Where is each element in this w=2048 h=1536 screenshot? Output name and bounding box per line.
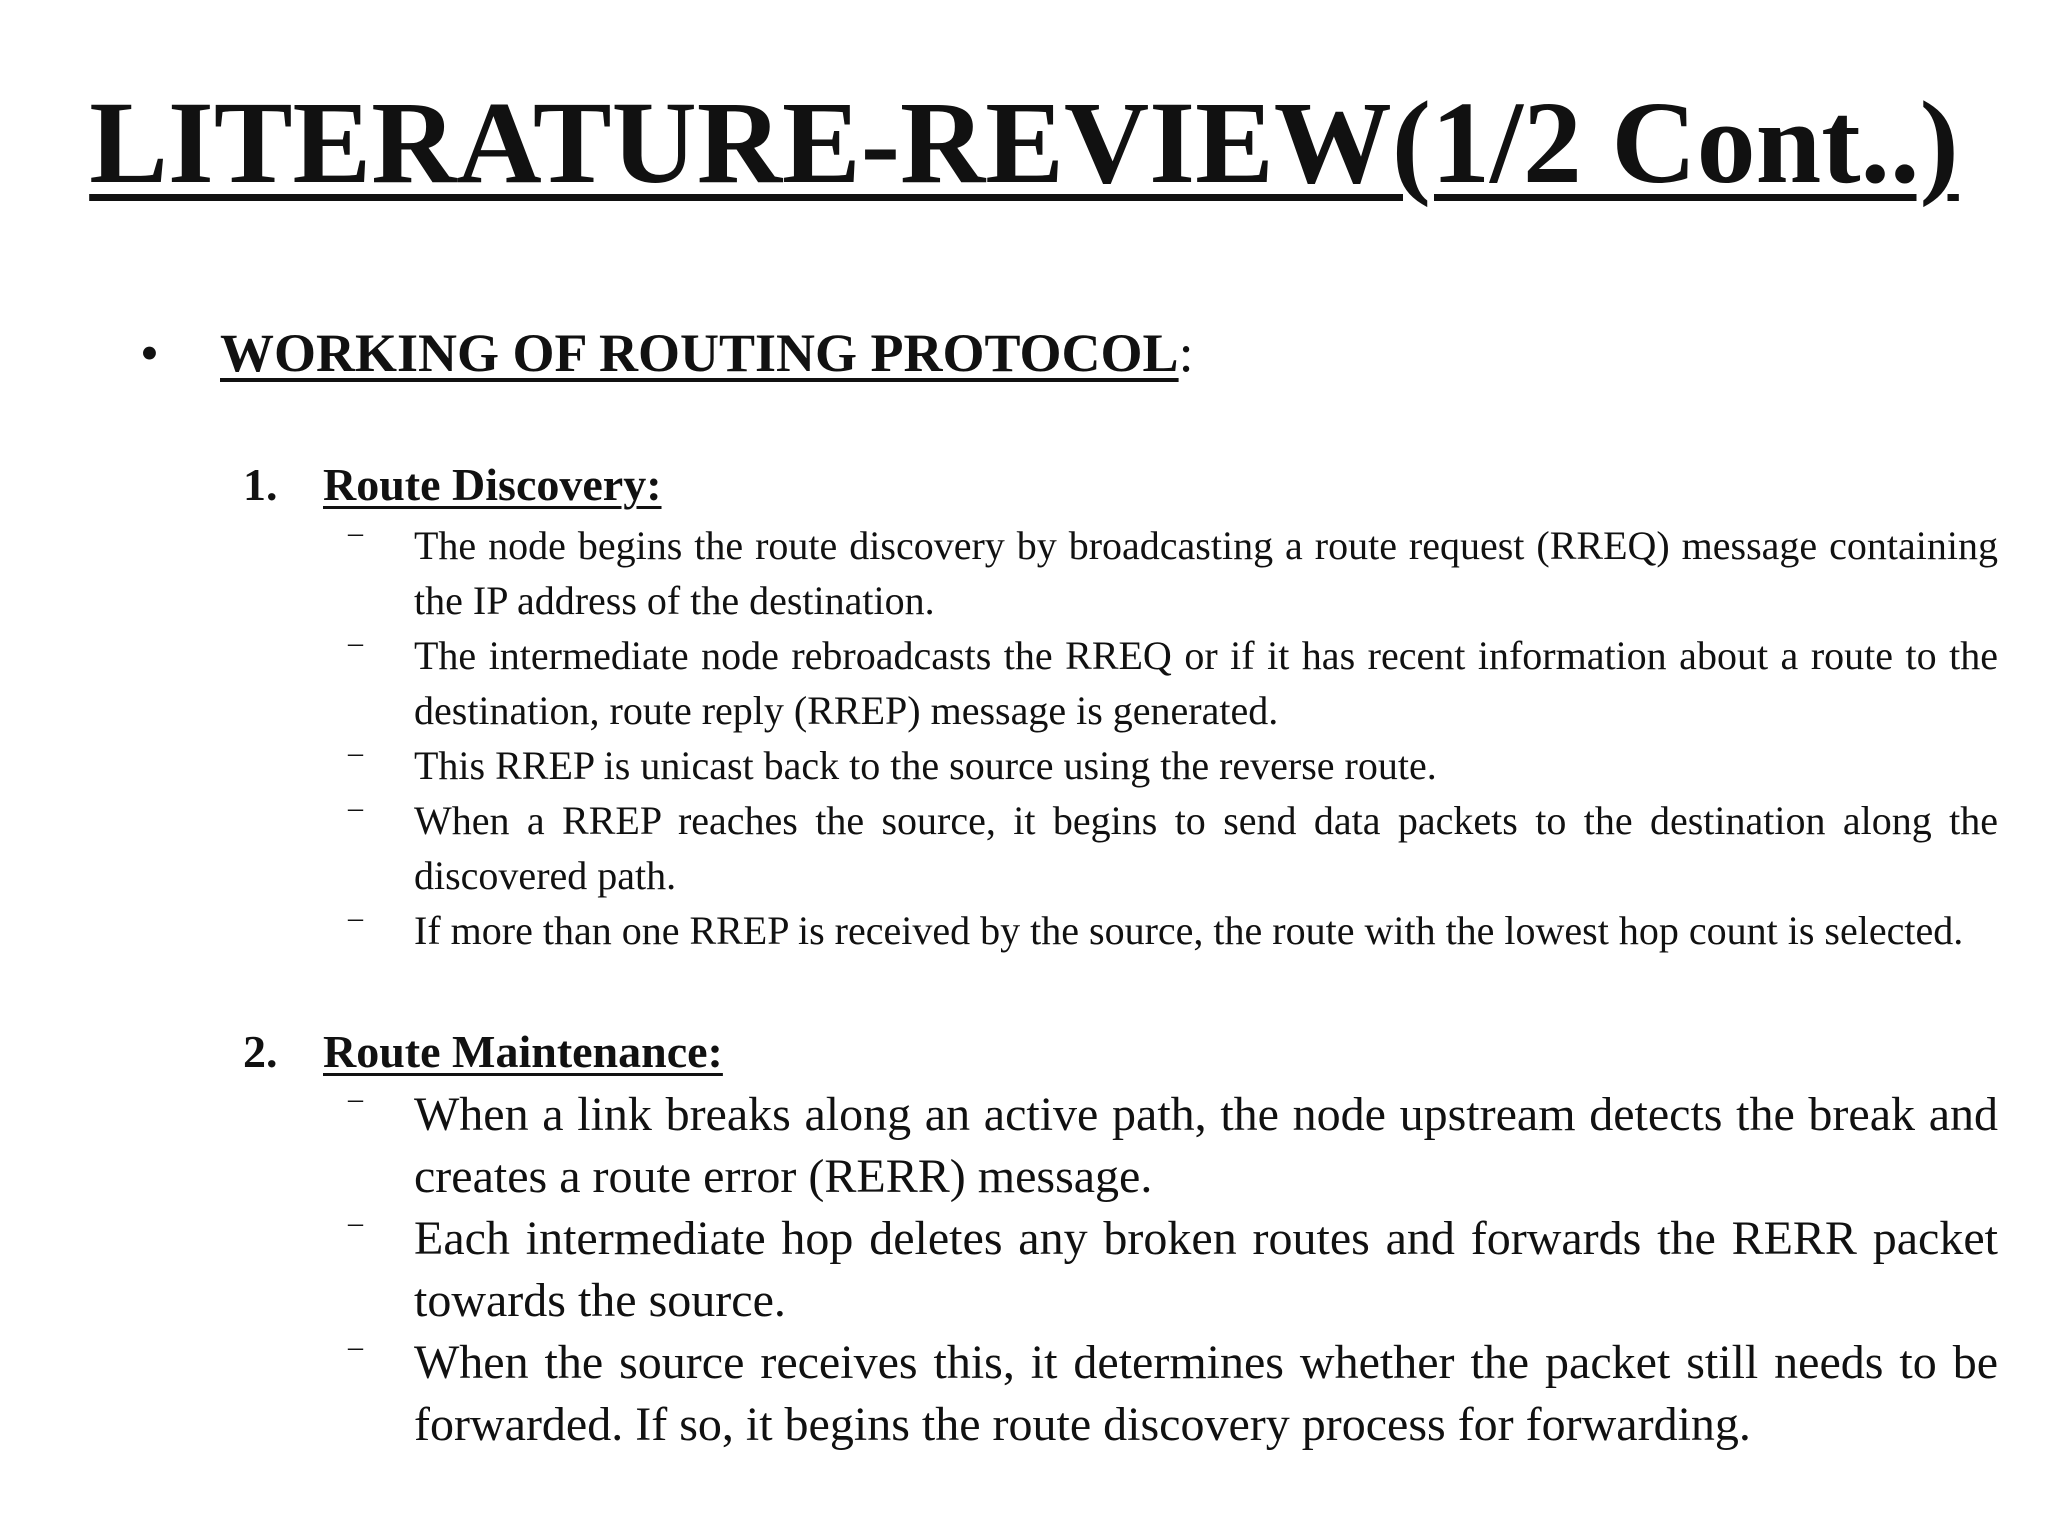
list-item [346,628,1998,738]
list-item-text: Each intermediate hop deletes any broken routes and forwards the RERR packet towards the source. [414,1212,1998,1327]
subsection-label: Route Maintenance: [323,1026,723,1077]
list-item [346,1084,1998,1208]
dash-icon: – [348,626,363,659]
section-colon: : [1178,323,1194,383]
dash-icon: – [348,791,363,824]
list-item [346,738,1998,793]
list-item-text: If more than one RREP is received by the source, the route with the lowest hop count is selected. [414,908,1964,953]
list-item-text: When a link breaks along an active path, the node upstream detects the break and creates a route error (RERR) message. [414,1088,1998,1203]
subsection-label: Route Discovery: [323,459,662,510]
list-item [346,1208,1998,1332]
dash-icon: – [348,1330,363,1363]
subsection-route-maintenance-heading [243,1022,723,1082]
list-item-text: This RREP is unicast back to the source using the reverse route. [414,743,1437,788]
list-item-text: The node begins the route discovery by broadcasting a route request (RREQ) message containing the IP address of the destination. [414,523,1998,623]
dash-icon: – [348,1082,363,1115]
section-heading: WORKING OF ROUTING PROTOCOL [220,323,1179,383]
dash-icon: – [348,736,363,769]
list-item [346,793,1998,903]
subsection-number: 1. [243,459,278,510]
list-item [346,1332,1998,1456]
subsection-route-discovery-heading [243,455,662,515]
list-item-text: The intermediate node rebroadcasts the RREQ or if it has recent information about a route to the destination, route reply (RREP) message is generated. [414,633,1998,733]
list-item [346,518,1998,628]
dash-icon: – [348,1206,363,1239]
slide-title: LITERATURE-REVIEW(1/2 Cont..) [89,77,1959,208]
route-maintenance-list [346,1084,1998,1456]
list-item-text: When a RREP reaches the source, it begins to send data packets to the destination along the discovered path. [414,798,1998,898]
subsection-number: 2. [243,1026,278,1077]
section-heading-row [140,318,1194,388]
dash-icon: – [348,901,363,934]
dash-icon: – [348,516,363,549]
route-discovery-list [346,518,1998,958]
list-item-text: When the source receives this, it determines whether the packet still needs to be forwarded. If so, it begins the route discovery process for forwarding. [414,1336,1998,1451]
list-item [346,903,1998,958]
bullet-icon: • [140,323,159,383]
